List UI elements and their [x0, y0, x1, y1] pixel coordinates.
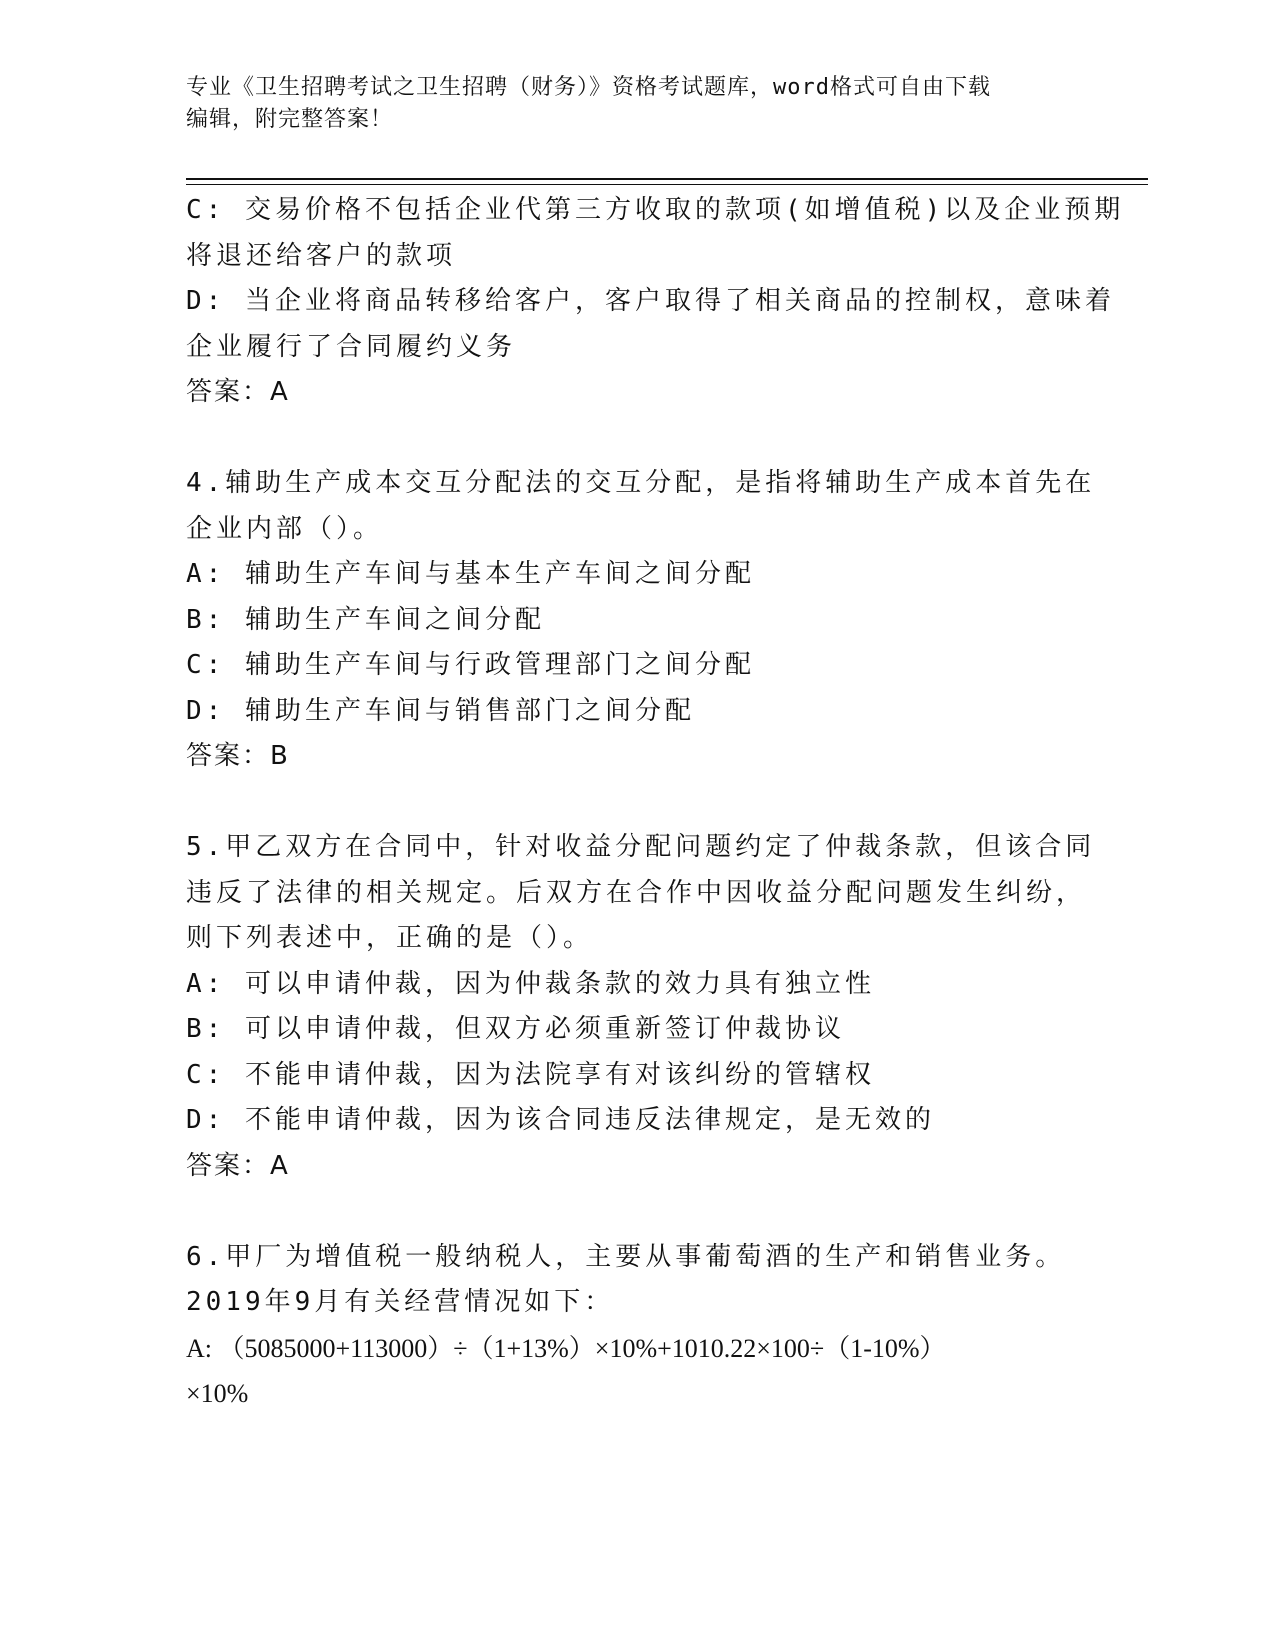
question-3	[186, 188, 1125, 416]
q5-option-d: D: 不能申请仲裁，因为该合同违反法律规定，是无效的	[186, 1105, 935, 1135]
spacer	[186, 1189, 1086, 1235]
q6-stem-line-1: 6.甲厂为增值税一般纳税人，主要从事葡萄酒的生产和销售业务。	[186, 1241, 1066, 1272]
question-4	[186, 461, 1096, 780]
q6-option-a-line-2: ×10%	[186, 1379, 249, 1408]
q5-answer: 答案：A	[186, 1150, 290, 1181]
q6-stem-line-2: 2019年9月有关经营情况如下：	[186, 1287, 615, 1317]
q4-option-c: C: 辅助生产车间与行政管理部门之间分配	[186, 650, 755, 680]
question-content	[186, 188, 1125, 1417]
spacer	[186, 780, 1086, 826]
header-rule-thin	[186, 184, 1148, 185]
q3-answer: 答案：A	[186, 377, 290, 407]
header-rule-thick	[186, 178, 1148, 180]
q4-stem-line-1: 4.辅助生产成本交互分配法的交互分配，是指将辅助生产成本首先在	[186, 468, 1096, 498]
header-line-2: 编辑，附完整答案！	[186, 107, 394, 132]
q6-option-a-line-1: A: （5085000+113000）÷（1+13%）×10%+1010.22×100÷（1-10%）	[186, 1333, 946, 1363]
document-header	[186, 72, 1086, 136]
question-5	[186, 825, 1096, 1189]
q5-option-a: A: 可以申请仲裁，因为仲裁条款的效力具有独立性	[186, 968, 875, 999]
q4-answer: 答案：B	[186, 741, 290, 771]
q4-option-a: A: 辅助生产车间与基本生产车间之间分配	[186, 559, 755, 589]
q5-option-c: C: 不能申请仲裁，因为法院享有对该纠纷的管辖权	[186, 1059, 875, 1090]
q5-stem-line-2: 违反了法律的相关规定。后双方在合作中因收益分配问题发生纠纷，	[186, 877, 1087, 908]
q4-stem-line-2: 企业内部（）。	[186, 513, 384, 544]
q3-option-c-line-2: 将退还给客户的款项	[186, 240, 457, 271]
header-line-1: 专业《卫生招聘考试之卫生招聘（财务）》资格考试题库，word格式可自由下载	[186, 75, 991, 100]
q5-stem-line-1: 5.甲乙双方在合同中，针对收益分配问题约定了仲裁条款，但该合同	[186, 832, 1096, 862]
q3-option-d-line-2: 企业履行了合同履约义务	[186, 331, 517, 362]
spacer	[186, 416, 1086, 462]
q5-stem-line-3: 则下列表述中，正确的是（）。	[186, 923, 594, 953]
q5-option-b: B: 可以申请仲裁，但双方必须重新签订仲裁协议	[186, 1014, 845, 1044]
q4-option-d: D: 辅助生产车间与销售部门之间分配	[186, 695, 695, 726]
q4-option-b: B: 辅助生产车间之间分配	[186, 604, 545, 635]
q3-option-d-line-1: D: 当企业将商品转移给客户，客户取得了相关商品的控制权，意味着	[186, 286, 1115, 316]
q3-option-c-line-1: C: 交易价格不包括企业代第三方收取的款项(如增值税)以及企业预期	[186, 195, 1125, 225]
question-6	[186, 1235, 1086, 1417]
